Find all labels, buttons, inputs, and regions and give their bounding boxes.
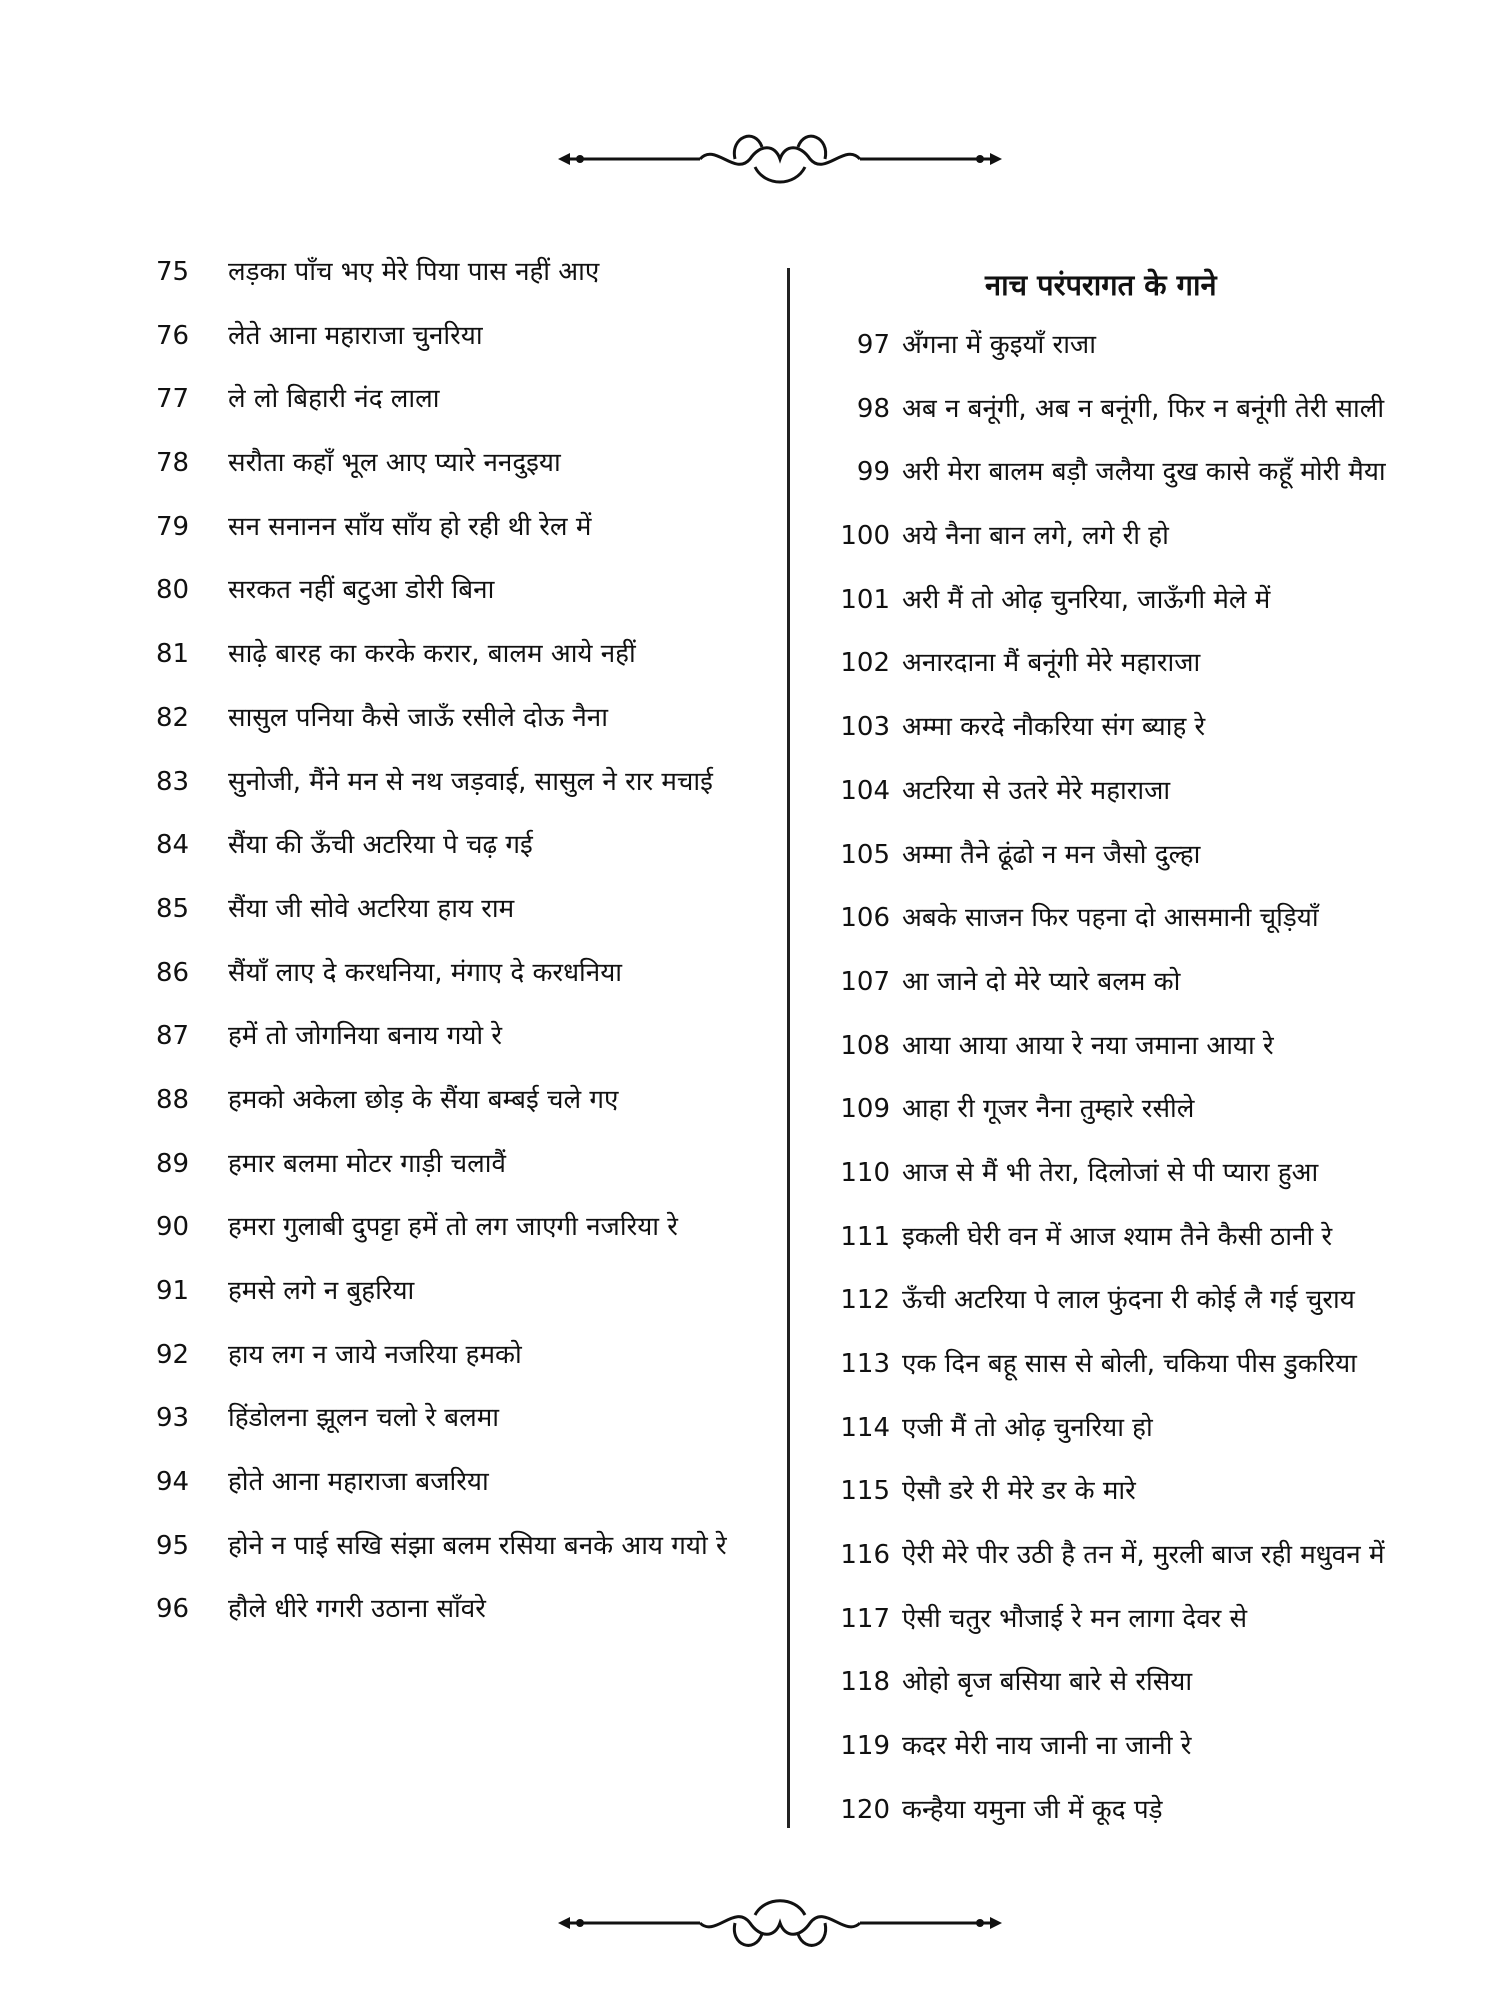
song-number: 97 bbox=[856, 330, 890, 360]
song-title: अबके साजन फिर पहना दो आसमानी चूड़ियाँ bbox=[902, 903, 1319, 934]
song-number: 93 bbox=[156, 1403, 190, 1434]
song-title: हिंडोलना झूलन चलो रे बलमा bbox=[228, 1403, 500, 1434]
song-title: अटरिया से उतरे मेरे महाराजा bbox=[902, 775, 1171, 806]
list-item bbox=[822, 583, 1462, 647]
list-item bbox=[150, 1338, 770, 1402]
list-item bbox=[822, 1029, 1462, 1093]
song-number: 90 bbox=[156, 1212, 190, 1243]
song-number: 110 bbox=[840, 1157, 890, 1188]
song-number: 91 bbox=[156, 1276, 190, 1306]
list-item bbox=[150, 765, 770, 829]
song-number: 103 bbox=[840, 712, 890, 743]
song-number: 109 bbox=[840, 1094, 890, 1125]
song-number: 95 bbox=[156, 1530, 190, 1561]
song-number: 75 bbox=[156, 257, 190, 287]
song-title: लड़का पाँच भए मेरे पिया पास नहीं आए bbox=[228, 257, 600, 287]
song-title: ऐरी मेरे पीर उठी है तन में, मुरली बाज रही मधुवन में bbox=[902, 1540, 1385, 1571]
song-title: आहा री गूजर नैना तुम्हारे रसीले bbox=[902, 1094, 1195, 1125]
list-item bbox=[822, 1729, 1462, 1793]
list-item bbox=[822, 646, 1462, 710]
song-number: 82 bbox=[156, 702, 190, 733]
song-number: 115 bbox=[840, 1476, 890, 1507]
song-number: 107 bbox=[840, 966, 890, 997]
list-item bbox=[822, 1347, 1462, 1411]
list-item bbox=[150, 701, 770, 765]
song-number: 81 bbox=[156, 639, 190, 670]
song-title: हमें तो जोगनिया बनाय गयो रे bbox=[228, 1021, 503, 1052]
song-number: 80 bbox=[156, 575, 190, 606]
song-title: अरी मैं तो ओढ़ चुनरिया, जाऊँगी मेले में bbox=[902, 584, 1271, 615]
song-title: सन सनानन साँय साँय हो रही थी रेल में bbox=[228, 511, 592, 542]
song-number: 104 bbox=[840, 775, 890, 806]
list-item bbox=[150, 382, 770, 446]
song-number: 113 bbox=[840, 1349, 890, 1379]
song-title: सैंया की ऊँची अटरिया पे चढ़ गई bbox=[228, 830, 533, 861]
song-title: ऐसौ डरे री मेरे डर के मारे bbox=[902, 1476, 1136, 1507]
list-item bbox=[822, 519, 1462, 583]
song-title: एक दिन बहू सास से बोली, चकिया पीस डुकरिया bbox=[902, 1349, 1357, 1379]
list-item bbox=[150, 892, 770, 956]
song-title: साढ़े बारह का करके करार, बालम आये नहीं bbox=[228, 639, 636, 670]
song-number: 76 bbox=[156, 320, 190, 351]
song-number: 79 bbox=[156, 511, 190, 542]
song-title: सासुल पनिया कैसे जाऊँ रसीले दोऊ नैना bbox=[228, 702, 608, 733]
song-number: 116 bbox=[840, 1540, 890, 1571]
list-item bbox=[822, 1793, 1462, 1857]
song-number: 89 bbox=[156, 1148, 190, 1179]
list-item bbox=[822, 1411, 1462, 1475]
song-title: सुनोजी, मैंने मन से नथ जड़वाई, सासुल ने रार मचाई bbox=[228, 766, 713, 797]
song-title: अरी मेरा बालम बड़ौ जलैया दुख कासे कहूँ मोरी मैया bbox=[902, 457, 1386, 488]
list-item bbox=[150, 1592, 770, 1656]
list-item bbox=[150, 510, 770, 574]
song-title: हमरा गुलाबी दुपट्टा हमें तो लग जाएगी नजरिया रे bbox=[228, 1212, 678, 1243]
song-number: 100 bbox=[840, 521, 890, 552]
list-item bbox=[822, 774, 1462, 838]
list-item bbox=[150, 1465, 770, 1529]
list-item bbox=[150, 255, 770, 319]
song-number: 94 bbox=[156, 1467, 190, 1498]
song-title: होते आना महाराजा बजरिया bbox=[228, 1467, 489, 1498]
list-item bbox=[822, 328, 1462, 392]
song-title: हमको अकेला छोड़ के सैंया बम्बई चले गए bbox=[228, 1084, 619, 1115]
song-title: अँगना में कुइयाँ राजा bbox=[902, 330, 1096, 360]
song-title: ले लो बिहारी नंद लाला bbox=[228, 384, 440, 415]
list-item bbox=[822, 1602, 1462, 1666]
song-number: 98 bbox=[856, 393, 890, 424]
song-title: अनारदाना मैं बनूंगी मेरे महाराजा bbox=[902, 648, 1201, 679]
column-divider bbox=[787, 268, 790, 1828]
song-title: हौले धीरे गगरी उठाना साँवरे bbox=[228, 1594, 486, 1625]
list-item bbox=[822, 1156, 1462, 1220]
song-title: सैंयाँ लाए दे करधनिया, मंगाए दे करधनिया bbox=[228, 957, 623, 988]
list-item bbox=[822, 1283, 1462, 1347]
song-title: हमसे लगे न बुहरिया bbox=[228, 1276, 415, 1306]
song-number: 83 bbox=[156, 766, 190, 797]
song-title: अम्मा करदे नौकरिया संग ब्याह रे bbox=[902, 712, 1206, 743]
list-item bbox=[150, 828, 770, 892]
song-title: होने न पाई सखि संझा बलम रसिया बनके आय गयो रे bbox=[228, 1530, 727, 1561]
song-number: 86 bbox=[156, 957, 190, 988]
song-title: सैंया जी सोवे अटरिया हाय राम bbox=[228, 893, 515, 924]
song-list-left bbox=[150, 255, 770, 1656]
song-list-right bbox=[822, 328, 1462, 1857]
list-item bbox=[150, 1210, 770, 1274]
song-number: 105 bbox=[840, 839, 890, 870]
song-title: ऊँची अटरिया पे लाल फुंदना री कोई लै गई चुराय bbox=[902, 1285, 1355, 1316]
song-title: अम्मा तैने ढूंढो न मन जैसो दुल्हा bbox=[902, 839, 1201, 870]
song-title: ऐसी चतुर भौजाई रे मन लागा देवर से bbox=[902, 1603, 1248, 1634]
song-title: सरौता कहाँ भूल आए प्यारे ननदुइया bbox=[228, 448, 561, 479]
top-ornament bbox=[550, 122, 1010, 192]
song-number: 118 bbox=[840, 1667, 890, 1698]
list-item bbox=[150, 573, 770, 637]
list-item bbox=[150, 1147, 770, 1211]
list-item bbox=[822, 1220, 1462, 1284]
list-item bbox=[822, 838, 1462, 902]
list-item bbox=[150, 1401, 770, 1465]
list-item bbox=[150, 446, 770, 510]
song-number: 120 bbox=[840, 1794, 890, 1825]
list-item bbox=[822, 1474, 1462, 1538]
list-item bbox=[822, 1538, 1462, 1602]
song-number: 101 bbox=[840, 584, 890, 615]
song-number: 88 bbox=[156, 1084, 190, 1115]
song-number: 117 bbox=[840, 1603, 890, 1634]
list-item bbox=[150, 319, 770, 383]
song-title: अब न बनूंगी, अब न बनूंगी, फिर न बनूंगी तेरी साली bbox=[902, 393, 1385, 424]
song-title: लेते आना महाराजा चुनरिया bbox=[228, 320, 483, 351]
list-item bbox=[822, 1665, 1462, 1729]
song-number: 112 bbox=[840, 1285, 890, 1316]
song-number: 87 bbox=[156, 1021, 190, 1052]
song-number: 84 bbox=[156, 830, 190, 861]
song-number: 77 bbox=[156, 384, 190, 415]
list-item bbox=[150, 1083, 770, 1147]
song-title: एजी मैं तो ओढ़ चुनरिया हो bbox=[902, 1412, 1153, 1443]
song-number: 119 bbox=[840, 1731, 890, 1762]
list-item bbox=[150, 956, 770, 1020]
song-title: आया आया आया रे नया जमाना आया रे bbox=[902, 1030, 1274, 1061]
song-title: अये नैना बान लगे, लगे री हो bbox=[902, 521, 1169, 552]
song-number: 92 bbox=[156, 1339, 190, 1370]
list-item bbox=[822, 455, 1462, 519]
song-number: 96 bbox=[156, 1594, 190, 1625]
song-title: हमार बलमा मोटर गाड़ी चलावैं bbox=[228, 1148, 506, 1179]
song-title: हाय लग न जाये नजरिया हमको bbox=[228, 1339, 522, 1370]
song-number: 102 bbox=[840, 648, 890, 679]
list-item bbox=[822, 710, 1462, 774]
song-number: 99 bbox=[856, 457, 890, 488]
list-item bbox=[822, 1092, 1462, 1156]
song-title: आज से मैं भी तेरा, दिलोजां से पी प्यारा हुआ bbox=[902, 1157, 1319, 1188]
song-number: 114 bbox=[840, 1412, 890, 1443]
song-number: 111 bbox=[840, 1221, 890, 1252]
list-item bbox=[150, 1019, 770, 1083]
song-title: सरकत नहीं बटुआ डोरी बिना bbox=[228, 575, 495, 606]
song-number: 106 bbox=[840, 903, 890, 934]
song-title: इकली घेरी वन में आज श्याम तैने कैसी ठानी रे bbox=[902, 1221, 1333, 1252]
list-item bbox=[822, 965, 1462, 1029]
song-title: कन्हैया यमुना जी में कूद पड़े bbox=[902, 1794, 1163, 1825]
section-heading: नाच परंपरागत के गाने bbox=[985, 268, 1217, 302]
list-item bbox=[822, 901, 1462, 965]
song-title: कदर मेरी नाय जानी ना जानी रे bbox=[902, 1731, 1192, 1762]
song-title: आ जाने दो मेरे प्यारे बलम को bbox=[902, 966, 1181, 997]
bottom-ornament bbox=[550, 1888, 1010, 1958]
song-number: 85 bbox=[156, 893, 190, 924]
song-number: 78 bbox=[156, 448, 190, 479]
list-item bbox=[150, 1529, 770, 1593]
list-item bbox=[822, 392, 1462, 456]
list-item bbox=[150, 637, 770, 701]
song-title: ओहो बृज बसिया बारे से रसिया bbox=[902, 1667, 1193, 1698]
song-number: 108 bbox=[840, 1030, 890, 1061]
list-item bbox=[150, 1274, 770, 1338]
